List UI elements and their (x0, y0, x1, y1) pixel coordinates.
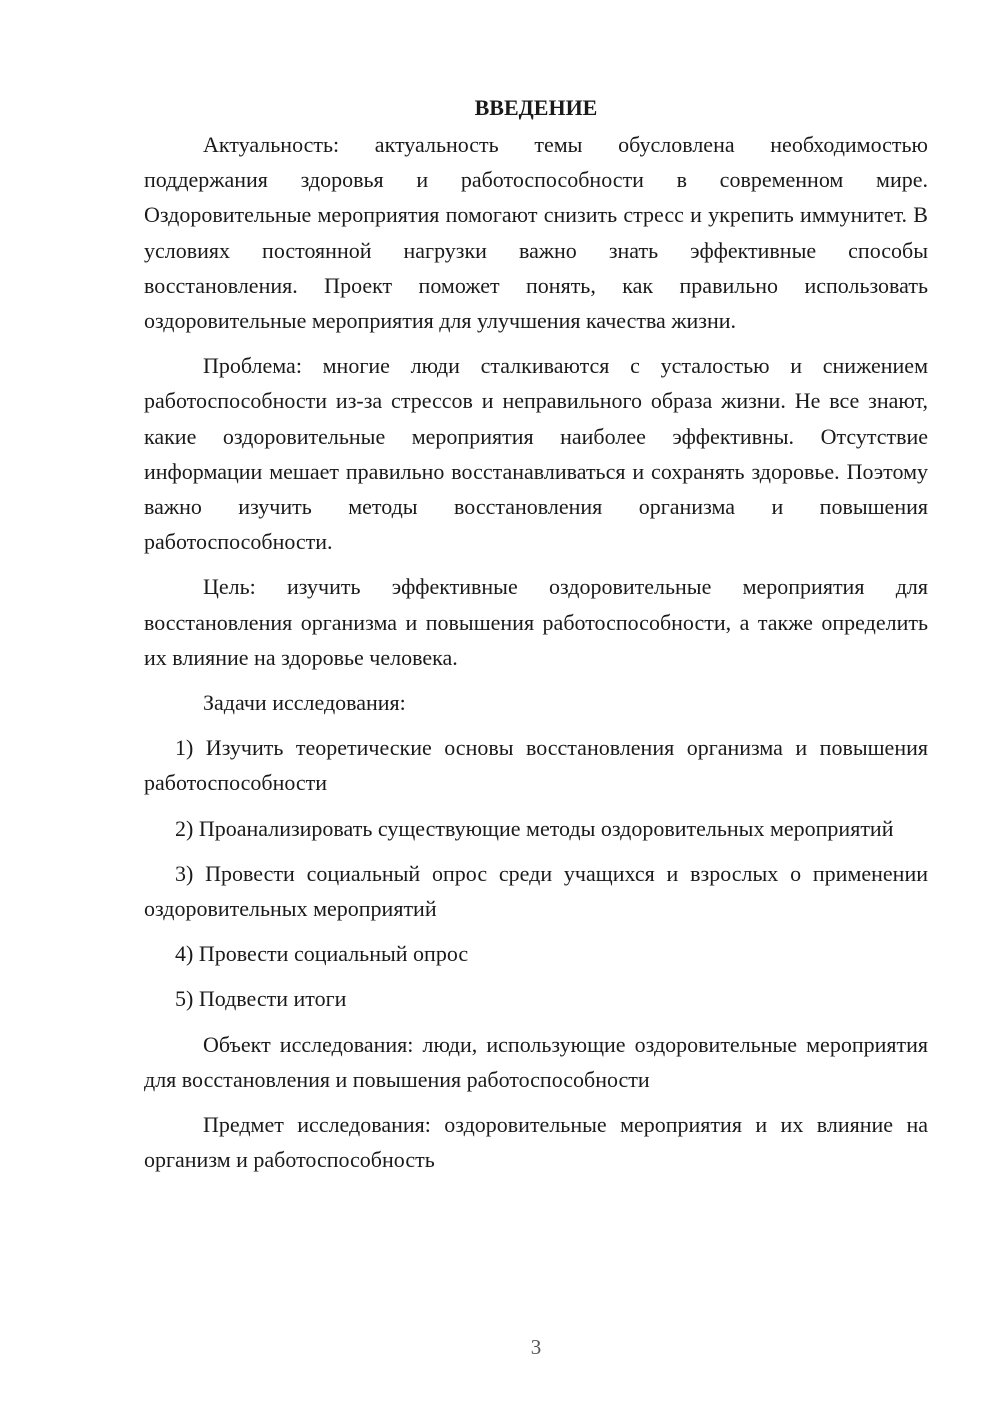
task-item-4: 4) Провести социальный опрос (175, 941, 469, 967)
object-paragraph: Объект исследования: люди, использующие оздоровительные мероприятия для восстановления и повышения работоспособности (144, 1031, 928, 1092)
subject-paragraph: Предмет исследования: оздоровительные мероприятия и их влияние на организм и работоспособность (144, 1112, 928, 1173)
relevance-paragraph: Актуальность: актуальность темы обусловлена необходимостью поддержания здоровья и работоспособности в современном мире. Оздоровительные мероприятия помогают снизить стресс и укрепить иммунитет. В условиях постоянной нагрузки важно знать эффективные способы восстановления. Проект поможет понять, как правильно использовать оздоровительные мероприятия для улучшения качества жизни. (144, 132, 928, 334)
tasks-heading: Задачи исследования: (203, 690, 406, 716)
goal-paragraph: Цель: изучить эффективные оздоровительные мероприятия для восстановления организма и повышения работоспособности, а также определить их влияние на здоровье человека. (144, 574, 928, 670)
task-item-5: 5) Подвести итоги (175, 986, 347, 1012)
problem-paragraph: Проблема: многие люди сталкиваются с усталостью и снижением работоспособности из-за стрессов и неправильного образа жизни. Не все знают, какие оздоровительные мероприятия наиболее эффективны. Отсутствие информации мешает правильно восстанавливаться и сохранять здоровье. Поэтому важно изучить методы восстановления организма и повышения работоспособности. (144, 353, 928, 555)
page-title: ВВЕДЕНИЕ (474, 95, 598, 120)
task-item-1: 1) Изучить теоретические основы восстановления организма и повышения работоспособности (144, 735, 928, 796)
page-content (144, 90, 928, 1177)
task-item-3: 3) Провести социальный опрос среди учащихся и взрослых о применении оздоровительных мероприятий (144, 860, 928, 922)
page-number: 3 (530, 1335, 542, 1359)
task-item-2: 2) Проанализировать существующие методы оздоровительных мероприятий (175, 815, 894, 841)
